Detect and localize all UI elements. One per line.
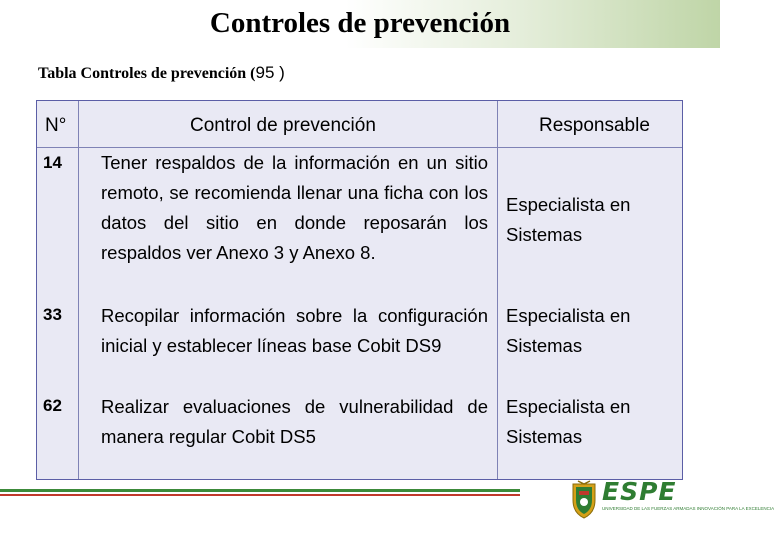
row-responsible: Especialista en Sistemas xyxy=(506,194,631,245)
header-number: N° xyxy=(45,115,67,136)
espe-logo xyxy=(570,477,774,522)
header-responsible: Responsable xyxy=(539,115,650,136)
header-control: Control de prevención xyxy=(190,115,376,136)
footer-rule-green xyxy=(0,489,520,492)
table-caption-text: Tabla Controles de prevención ( xyxy=(38,65,256,82)
logo-wordmark: ESPE xyxy=(602,477,677,506)
row-control: Recopilar información sobre la configuración inicial y establecer líneas base Cobit DS9 xyxy=(101,305,488,356)
row-control: Tener respaldos de la información en un sitio remoto, se recomienda llenar una ficha con los datos del sitio en donde reposarán los respaldos ver Anexo 3 y Anexo 8. xyxy=(101,152,488,263)
row-number: 33 xyxy=(43,305,62,324)
row-control: Realizar evaluaciones de vulnerabilidad de manera regular Cobit DS5 xyxy=(101,396,488,447)
prevention-controls-table xyxy=(36,100,683,480)
column-divider xyxy=(78,101,79,479)
table-caption xyxy=(38,62,285,85)
row-responsible: Especialista en Sistemas xyxy=(506,396,631,447)
footer-rule xyxy=(0,489,520,497)
footer-rule-red xyxy=(0,494,520,496)
row-number: 62 xyxy=(43,396,62,415)
page-title: Controles de prevención xyxy=(209,7,511,39)
table-caption-number: 95 ) xyxy=(255,63,285,82)
column-divider xyxy=(497,101,498,479)
logo-tagline: UNIVERSIDAD DE LAS FUERZAS ARMADAS INNOVACIÓN PARA LA EXCELENCIA xyxy=(602,506,774,511)
row-number: 14 xyxy=(43,153,62,172)
university-seal-icon xyxy=(570,480,598,520)
row-responsible: Especialista en Sistemas xyxy=(506,305,631,356)
